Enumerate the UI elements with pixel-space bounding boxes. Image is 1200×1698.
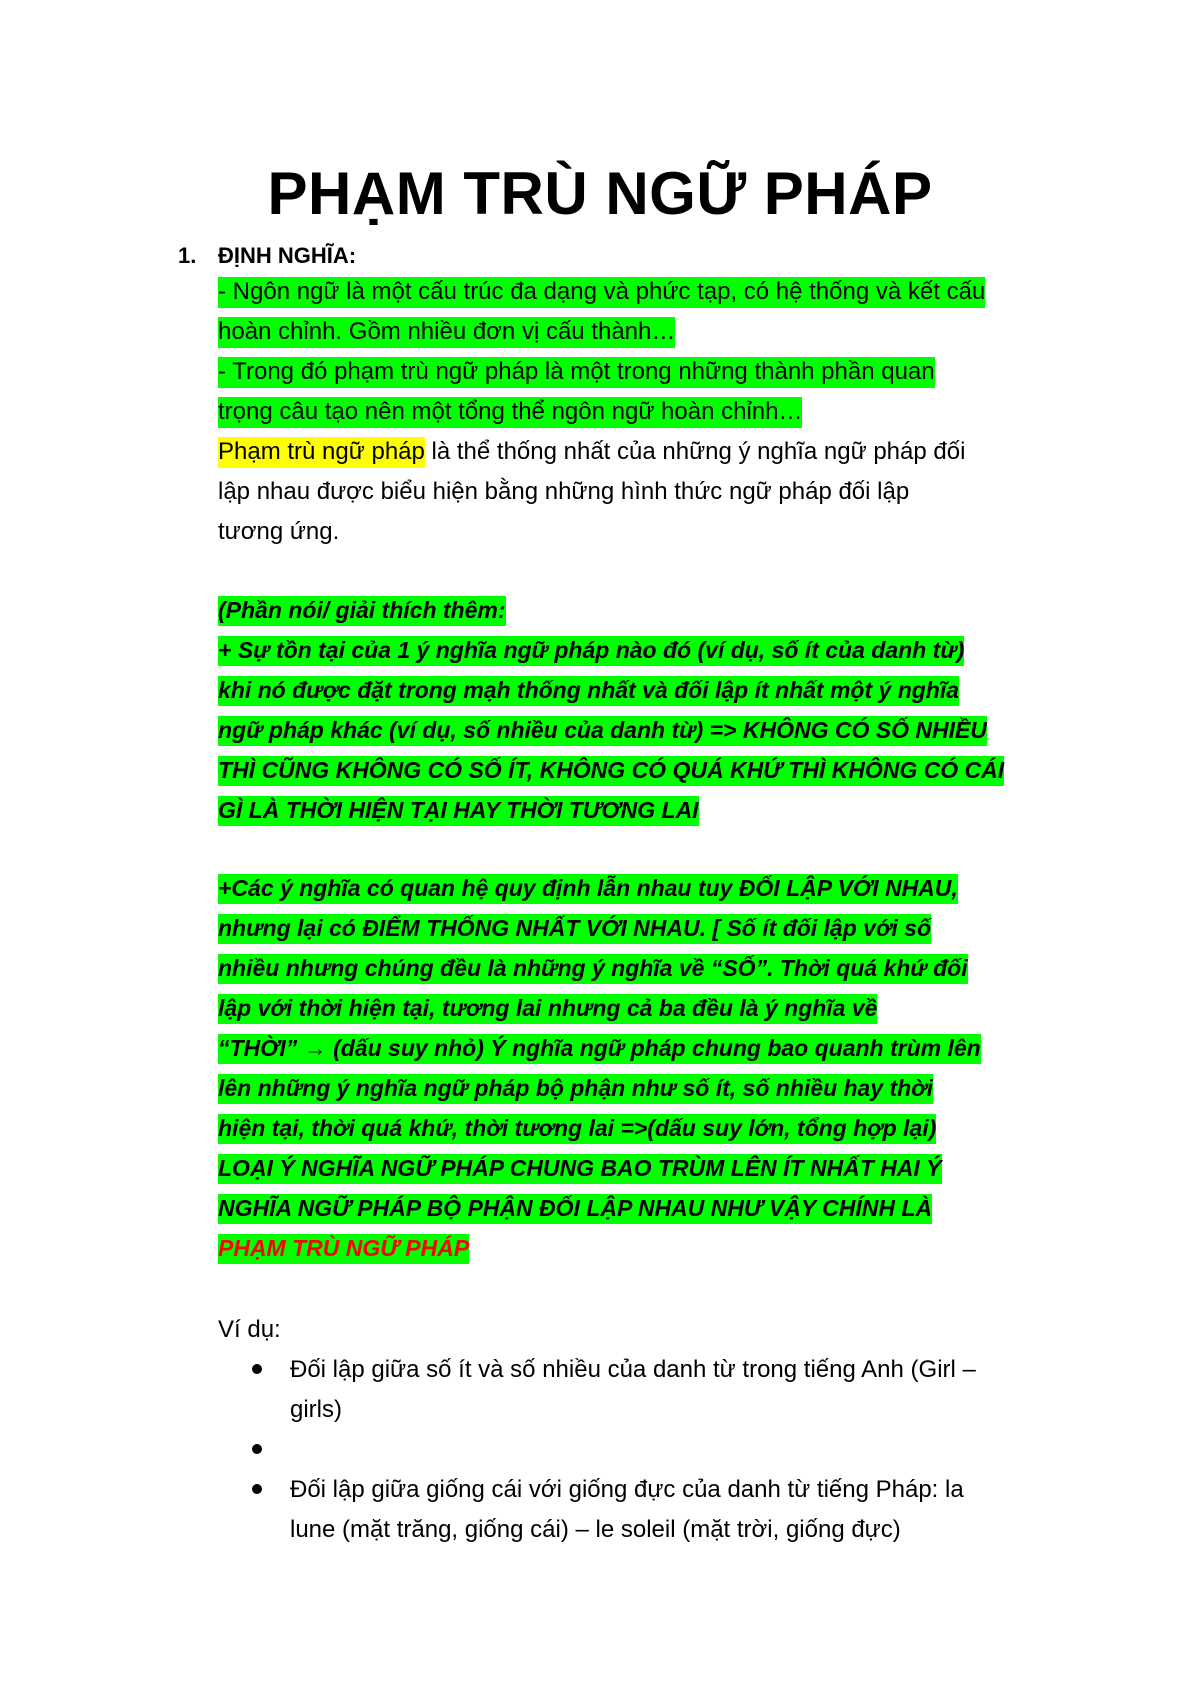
section-title: ĐỊNH NGHĨA:: [218, 243, 357, 268]
note-line: (Phần nói/ giải thích thêm:: [218, 590, 1078, 630]
page-title: PHẠM TRÙ NGỮ PHÁP: [267, 160, 933, 227]
note-line: GÌ LÀ THỜI HIỆN TẠI HAY THỜI TƯƠNG LAI: [218, 790, 1078, 830]
definition-line: Phạm trù ngữ pháp là thể thống nhất của những ý nghĩa ngữ pháp đối: [218, 432, 1078, 472]
list-item: [252, 1430, 1052, 1470]
note-line: lập với thời hiện tại, tương lai nhưng cả ba đều là ý nghĩa về: [218, 988, 1078, 1028]
note-line: NGHĨA NGỮ PHÁP BỘ PHẬN ĐỐI LẬP NHAU NHƯ VẬY CHÍNH LÀ: [218, 1188, 1078, 1228]
note-line: LOẠI Ý NGHĨA NGỮ PHÁP CHUNG BAO TRÙM LÊN ÍT NHẤT HAI Ý: [218, 1148, 1078, 1188]
definition-line: lập nhau được biểu hiện bằng những hình thức ngữ pháp đối lập: [218, 478, 910, 505]
note-line: khi nó được đặt trong mạh thống nhất và đối lập ít nhất một ý nghĩa: [218, 670, 1078, 710]
note-line: nhiều nhưng chúng đều là những ý nghĩa về “SỐ”. Thời quá khứ đối: [218, 948, 1078, 988]
note-line: ngữ pháp khác (ví dụ, số nhiều của danh từ) => KHÔNG CÓ SỐ NHIỀU: [218, 710, 1078, 750]
note-line: +Các ý nghĩa có quan hệ quy định lẫn nhau tuy ĐỐI LẬP VỚI NHAU,: [218, 868, 1078, 908]
definition-line: tương ứng.: [218, 518, 340, 545]
intro-line: - Trong đó phạm trù ngữ pháp là một trong những thành phần quan: [218, 352, 1078, 392]
intro-line: hoàn chỉnh. Gồm nhiều đơn vị cấu thành…: [218, 312, 1078, 352]
note-line: THÌ CŨNG KHÔNG CÓ SỐ ÍT, KHÔNG CÓ QUÁ KHỨ THÌ KHÔNG CÓ CÁI: [218, 750, 1078, 790]
bullet-icon: [252, 1444, 262, 1454]
note-line: hiện tại, thời quá khứ, thời tương lai =>(dấu suy lớn, tổng hợp lại): [218, 1108, 1078, 1148]
explanation-note-2: [218, 868, 1078, 1268]
example-list: [252, 1350, 1052, 1550]
bullet-icon: [252, 1364, 262, 1374]
definition-term: Phạm trù ngữ pháp: [218, 437, 425, 468]
note-line: lên những ý nghĩa ngữ pháp bộ phận như số ít, số nhiều hay thời: [218, 1068, 1078, 1108]
note-final-line: [218, 1228, 1078, 1268]
highlighted-term: PHẠM TRÙ NGỮ PHÁP: [218, 1234, 469, 1264]
bullet-icon: [252, 1484, 262, 1494]
example-label: Ví dụ:: [218, 1316, 281, 1343]
section-heading: [178, 241, 356, 271]
definition-block: [218, 272, 1078, 552]
note-line: + Sự tồn tại của 1 ý nghĩa ngữ pháp nào đó (ví dụ, số ít của danh từ): [218, 630, 1078, 670]
list-item: Đối lập giữa giống cái với giống đực của danh từ tiếng Pháp: la lune (mặt trăng, giống cái) – le soleil (mặt trời, giống đực): [252, 1470, 1052, 1550]
note-line: nhưng lại có ĐIỂM THỐNG NHẤT VỚI NHAU. [ Số ít đối lập với số: [218, 908, 1078, 948]
explanation-note-1: [218, 590, 1078, 830]
intro-line: trọng câu tạo nên một tổng thể ngôn ngữ hoàn chỉnh…: [218, 392, 1078, 432]
intro-line: - Ngôn ngữ là một cấu trúc đa dạng và phức tạp, có hệ thống và kết cấu: [218, 272, 1078, 312]
section-number: 1.: [178, 243, 197, 268]
note-line: “THỜI” → (dấu suy nhỏ) Ý nghĩa ngữ pháp chung bao quanh trùm lên: [218, 1028, 1078, 1068]
list-item: Đối lập giữa số ít và số nhiều của danh từ trong tiếng Anh (Girl – girls): [252, 1350, 1052, 1430]
